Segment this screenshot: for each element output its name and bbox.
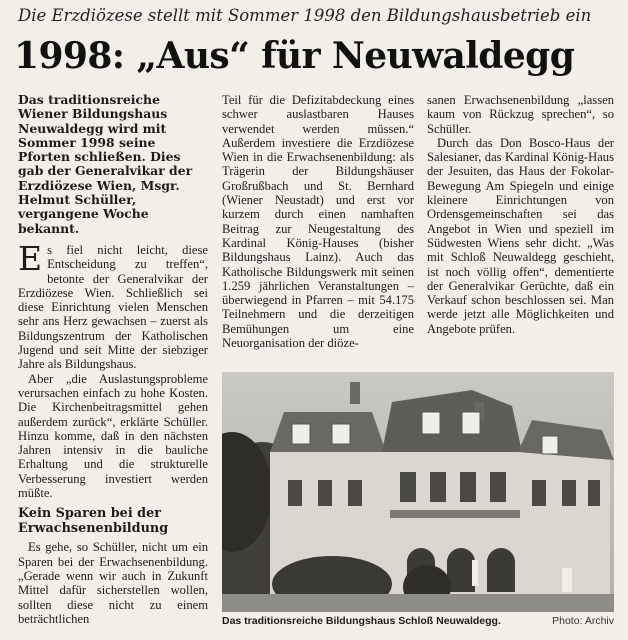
column-2-text: Teil für die Defizitabdeckung eines schwer auslastbaren Hauses verwendet werden müssen.“ Außerdem investiere die Erzdiözese Wien in die Erwachsenenbildung: als Trägerin der Bildungshäuser Großrußbach und St. Bernhard (Wiener Neustadt) und erst vor kurzem durch einen namhaften Beitrag zur Neugestaltung des Kardinal König-Hauses (bisher Bildungshaus Lainz). Auch das Katholische Bildungswerk mit seinen 1.259 jährlichen Veranstaltungen – überwiegend in Pfarren – mit 54.175 Teilnehmern und die derzeitigen Bemühungen um eine Neuorganisation der diöze- bbox=[222, 93, 414, 351]
subheading: Kein Sparen bei der Erwachsenenbildung bbox=[18, 506, 169, 536]
paragraph-1-text: s fiel nicht leicht, diese Entscheidung zu treffen“, betonte der Generalvikar der Erzdiözese Wien. Schließlich sei diese Einrichtung vielen Menschen sehr ans Herz gewachsen – zuerst als Bildungszentrum der Katholischen Jugend und seit Mitte der siebziger Jahre als Bildungshaus. bbox=[18, 242, 208, 372]
column-1 bbox=[18, 93, 208, 626]
headline: 1998: „Aus“ für Neuwaldegg bbox=[14, 35, 575, 77]
column-3 bbox=[427, 93, 614, 336]
drop-cap: E bbox=[18, 238, 43, 278]
building-photo bbox=[222, 372, 614, 612]
kicker: Die Erzdiözese stellt mit Sommer 1998 den Bildungshausbetrieb ein bbox=[18, 6, 592, 25]
column-3-paragraph-1: sanen Erwachsenenbildung „lassen kaum von Rückzug sprechen“, so Schüller. bbox=[427, 93, 614, 136]
lead-paragraph: Das traditionsreiche Wiener Bildungshaus Neuwaldegg wird mit Sommer 1998 seine Pforten schließen. Dies gab der Generalvikar der Erzdiözese Wien, Msgr. Helmut Schüller, vergangene Woche bekannt. bbox=[18, 92, 193, 236]
column-2 bbox=[222, 93, 414, 350]
paragraph-2: Aber „die Auslastungsprobleme verursachen einfach zu hohe Kosten. Die Kirchenbeitragsmittel gehen außerdem zurück“, erklärte Schüller. Hinzu komme, daß in den nächsten Jahren intensiv in die bauliche Erhaltung und die strukturelle Verbesserung investiert werden müßte. bbox=[18, 371, 208, 501]
photo-caption bbox=[222, 615, 614, 627]
caption-text: Das traditionsreiche Bildungshaus Schloß Neuwaldegg. bbox=[222, 615, 501, 627]
photo-credit: Photo: Archiv bbox=[552, 615, 614, 627]
paragraph-3: Es gehe, so Schüller, nicht um ein Sparen bei der Erwachsenenbildung. „Gerade wenn wir auch in Zukunft Mittel dafür sicherstellen wollen, sollten diese nicht zu einem beträchtlichen bbox=[18, 540, 208, 626]
column-3-paragraph-2: Durch das Don Bosco-Haus der Salesianer, das Kardinal König-Haus der Jesuiten, das Haus der Fokolar-Bewegung Am Spiegeln und einige kleinere Einrichtungen von Ordensgemeinschaften sei das Angebot in Wien und speziell im Südwesten Wiens sehr dicht. „Was mit Schloß Neuwaldegg geschieht, ist noch völlig offen“, dementierte der Generalvikar Gerüchte, daß ein Verkauf schon beschlossen sei. Man werde jetzt alle Möglichkeiten und Angebote prüfen. bbox=[427, 135, 614, 336]
photo-schloss-neuwaldegg bbox=[222, 372, 614, 612]
paragraph-1 bbox=[18, 238, 208, 372]
